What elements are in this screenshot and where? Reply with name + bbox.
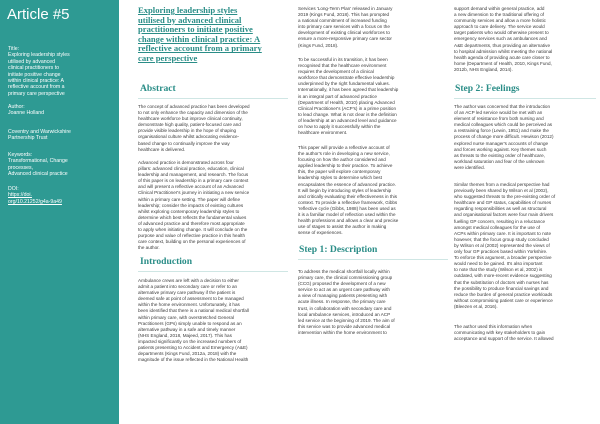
text-line: (NHS England, 2018, Majeed, 2017). This has (138, 332, 232, 338)
text-line: (Department of Health, 2010) placing Advanced (298, 99, 395, 105)
text-line: to lead change. What is not clear is the definition (298, 111, 397, 117)
text-line: however, that the focus group study concluded (454, 236, 549, 242)
text-line: (Kings Fund, 2018). (298, 42, 339, 48)
text-line: a view of managing patients presenting with (298, 293, 388, 299)
text-line: deemed safe at point of assessment to be managed (138, 296, 244, 302)
text-line: to note that the study (Wilson et al, 2002) is (454, 267, 543, 273)
text-line: recognised that the healthcare environment (298, 63, 387, 69)
step1-rule (298, 259, 448, 260)
text-line: provide visible leadership in the hope of shaping (138, 128, 237, 134)
text-line: home (Department of Health, 2010, Kings Fund, (454, 60, 552, 66)
text-line: leadership and management, and research. The focus (138, 172, 249, 178)
text-line: community services and allow a more holistic (454, 18, 546, 24)
column2-paragraph-2 (298, 57, 448, 136)
article-title (138, 6, 288, 64)
text-line: emergency services such as ambulances and (454, 36, 547, 42)
sidebar-author-line: Joanne Holland (8, 110, 45, 117)
sidebar-author-line: Author: (8, 104, 25, 110)
text-line: been identified that there is a national medical shortfall (138, 308, 249, 314)
sidebar-keyword-line: Advanced clinical practice (8, 171, 68, 178)
text-line: healthcare is delivered. (138, 146, 186, 152)
text-line: context. To provide a reflective framework, Gibbs (298, 199, 398, 205)
sidebar-affiliation-line: Coventry and Warwickshire (8, 129, 71, 135)
text-line: previously been shared by Wilson et al (2002), (454, 188, 549, 194)
text-line: This paper will provide a reflective account of (298, 145, 390, 150)
text-line: to hospital admission whilst meeting the national (454, 48, 553, 54)
sidebar-keyword-line: processes, (8, 164, 34, 171)
text-line: only four GP practices based within Yorkshire. (454, 249, 548, 255)
text-line: support demand within general practice, add (454, 6, 545, 11)
sidebar-title-line: Title: (8, 46, 20, 52)
abstract-paragraph-1 (138, 104, 288, 153)
text-line: the author's role in developing a new service, (298, 151, 390, 157)
text-line: of this paper is on leadership in a primary care context (138, 178, 249, 184)
text-line: use of stages to assist the author in making (298, 224, 387, 230)
text-line: as threats to the existing order of healthcare, (454, 152, 545, 158)
column3-paragraph-3 (454, 182, 596, 310)
text-line: Advanced practice is demonstrated across four (138, 160, 234, 165)
text-line: and critically evaluating their effectiveness in this (298, 193, 397, 199)
text-line: (Bleezen et al, 2016). (454, 303, 498, 309)
text-line: To be successful in its transition, it has been (298, 57, 388, 62)
text-line: acute illness. In response, the primary care (298, 299, 386, 305)
text-line: 2019 (Kings Fund, 2018). This has prompted (298, 12, 390, 18)
text-line: within primary care, with overstretched General (138, 314, 234, 320)
text-line: It will begin by introducing styles of leadership (298, 187, 392, 193)
text-line: target patients who would otherwise present to (454, 30, 549, 36)
text-line: into primary care services with a focus on the (298, 24, 390, 30)
text-line: (CCG) proposed the development of a new (298, 281, 386, 287)
abstract-paragraph-2 (138, 160, 288, 251)
text-line: Practitioners (GPs) simply unable to respond as an (138, 320, 242, 326)
text-line: regarding responsibilities as well as structural (454, 206, 547, 212)
text-line: To enforce this argument, a broader perspective (454, 255, 552, 261)
text-line: encapsulates the essence of advanced practice. (298, 181, 397, 187)
text-line: development of existing clinical workforces to (298, 30, 390, 36)
sidebar-title-line: initiate positive change (8, 71, 61, 78)
text-line: the possibility to produce financial savings and (454, 285, 549, 291)
text-line: ACPs within primary care. It is important to note (454, 230, 552, 236)
step1-heading: Step 1: Description (299, 244, 378, 255)
introduction-rule (138, 271, 288, 272)
text-line: local ambulance services, introduced an ACP (298, 311, 391, 317)
doi-label: DOI: (8, 186, 19, 192)
text-line: process of change more difficult. Hewison (2012) (454, 134, 554, 140)
text-line: on how to apply it successfully within the (298, 124, 381, 130)
text-line: alternative primary care pathway if the patient is (138, 290, 236, 296)
text-line: fuelling GP concern, resulting in a reluctance (454, 218, 546, 224)
text-line: by Wilson et al (2002) represented the views of (454, 242, 550, 248)
text-line: Clinical Practitioner's (ACP's) in a prime position (298, 105, 397, 111)
sidebar-keyword-line: Keywords: (8, 152, 33, 158)
text-line: this service was to provide advanced medical (298, 323, 391, 329)
text-line: admit a patient into secondary care or refer to an (138, 284, 238, 290)
text-line: care context, building on the personal experiences of (138, 239, 246, 245)
text-line: pillars: advanced clinical practice, education, clinical (138, 166, 244, 172)
text-line: To address the medical shortfall locally within (298, 269, 390, 274)
text-line: The author used this information when (454, 324, 533, 329)
column3-paragraph-2 (454, 104, 596, 171)
column2-paragraph-1 (298, 6, 448, 49)
text-line: amongst medical colleagues for the use of (454, 224, 541, 230)
text-line: demonstrate high quality, patient-focused care and (138, 122, 241, 128)
text-line: of leadership at an advanced level and guidance (298, 117, 397, 123)
text-line: it is a familiar model of reflection used within the (298, 212, 396, 218)
text-line: were identified. (454, 164, 485, 170)
title-line: reflective account from a primary (138, 43, 262, 54)
text-line: a restraining force (Lewin, 1951) and make the (454, 128, 549, 134)
title-line: Exploring leadership styles (138, 5, 238, 15)
text-line: Similar themes from a medical perspective had (454, 182, 550, 187)
text-line: Services 'Long-Term Plan' released in January (298, 6, 393, 11)
text-line: health agenda of providing acute care closer to (454, 54, 550, 60)
text-line: impacted significantly on the increased numbers of (138, 338, 242, 344)
title-line: care perspective (138, 52, 198, 63)
text-line: ensure a more-responsive primary care sector (298, 36, 392, 42)
doi-line: https://doi. (8, 192, 32, 199)
abstract-rule (138, 98, 288, 99)
text-line: healthcare workforce but improve clinical continuity, (138, 116, 243, 122)
text-line: healthcare and GP status, capabilities of nurses (454, 200, 552, 206)
column3-paragraph-4 (454, 324, 596, 342)
text-line: The concept of advanced practice has been developed (138, 104, 250, 109)
column2-paragraph-4 (298, 269, 448, 336)
text-line: purpose and value of reflective practice in this health (138, 233, 245, 239)
text-line: The author was concerned that the introduction (454, 104, 551, 109)
text-line: would need to be gained. It's also important (454, 261, 543, 267)
sidebar-keyword-line: Transformational, Change (8, 158, 68, 165)
text-line: leadership; consider the impacts of existing cultures (138, 202, 244, 208)
sidebar-author-block (8, 104, 112, 117)
text-line: that the substitution of doctors with nurses has (454, 279, 549, 285)
text-line: whilst exploring contemporary leadership styles to (138, 208, 240, 214)
text-line: workforce that demonstrate effective leadership (298, 75, 395, 81)
text-line: is an integral part of advanced practice (298, 93, 377, 99)
sidebar-title-line: clinical practitioners to (8, 65, 60, 72)
text-line: sense of experiences. (298, 230, 343, 236)
text-line: of an ACP led service would be met with an (454, 110, 543, 116)
text-line: and will present a reflective account of an Advanced (138, 184, 244, 190)
sidebar-doi-block (8, 186, 112, 205)
text-line: to apply when initiating change. It will conclude on the (138, 227, 248, 233)
text-line: within the home environment. Unfortunately, it has (138, 302, 240, 308)
text-line: underpinned by the right fundamental values. (298, 81, 390, 87)
text-line: a national commitment of increased funding (298, 18, 387, 24)
text-line: who suggested threats to the pre-existing order of (454, 194, 556, 200)
text-line: reduce the burden of general practice workloads (454, 291, 553, 297)
text-line: the author. (138, 245, 160, 251)
text-line: healthcare environment. (298, 130, 348, 136)
text-line: applied leadership to their practice. To achieve (298, 163, 393, 169)
text-line: service to act as an urgent care pathway with (298, 287, 390, 293)
text-line: Ambulance crews are left with a decision to either (138, 278, 239, 283)
text-line: Clinical Practitioner's journey in initiating a new service (138, 190, 250, 196)
doi-line: org/10.21252/g4a-9a49 (8, 198, 62, 205)
text-line: medical colleagues which could be perceived as (454, 122, 553, 128)
sidebar-affiliation-line: Partnership Trust (8, 135, 48, 142)
text-line: to not only enhance the capacity and dimension of the (138, 110, 248, 116)
column2-paragraph-3 (298, 145, 448, 236)
title-line: utilised by advanced clinical (138, 14, 242, 25)
text-line: 2012b, NHS England, 2014). (454, 66, 513, 72)
text-line: of advanced practice and therefore most appropriate (138, 220, 245, 226)
text-line: explored nurse manager's accounts of change (454, 140, 549, 146)
sidebar-keywords-block (8, 152, 112, 178)
text-line: alternative pathway in a safe and timely manner (138, 326, 236, 332)
text-line: and forces working against. Key themes such (454, 146, 547, 152)
text-line: magnitude of the issue reflected in the National Health (138, 357, 249, 363)
text-line: leadership styles to determine which best (298, 175, 383, 181)
text-line: outdated, with more-recent evidence suggesting (454, 273, 552, 279)
text-line: A&E departments, thus providing an alternative (454, 42, 551, 48)
text-line: primary care, the clinical commissioning group (298, 275, 393, 281)
text-line: departments (Kings Fund, 2012a, 2018) with the (138, 351, 237, 357)
step2-heading: Step 2: Feelings (455, 83, 520, 94)
text-line: focusing on how the author considered and (298, 157, 386, 163)
text-line: patients presenting to Accident and Emergency (A&E) (138, 345, 248, 351)
title-line: practitioners to initiate positive (138, 24, 253, 35)
text-line: without compromising patient care or experience (454, 297, 553, 303)
doi-link[interactable] (8, 192, 112, 205)
sidebar-title-block (8, 46, 112, 97)
column3-paragraph-1 (454, 6, 596, 73)
text-line: intervention within the home environment to (298, 329, 387, 335)
text-line: element of resistance from both nursing and (454, 116, 544, 122)
text-line: organisational culture whilst advocating evidence- (138, 134, 240, 140)
sidebar-title-line: Exploring leadership styles (8, 52, 70, 59)
text-line: and organisational factors were four main drivers (454, 212, 554, 218)
text-line: approach to care delivery. The service would (454, 24, 545, 30)
article-sidebar (0, 0, 119, 424)
text-line: requires the development of a clinical (298, 69, 374, 75)
text-line: based change to continually improve the way (138, 140, 230, 146)
text-line: communicating with key stakeholders to gain (454, 330, 546, 336)
text-line: within a primary care setting. The paper will define (138, 196, 241, 202)
text-line: acceptance and support of the service. It allowed (454, 336, 554, 342)
text-line: trust, in collaboration with secondary care and (298, 305, 392, 311)
text-line: workload saturation and fear of the unknown (454, 158, 545, 164)
text-line: Internationally, it has been agreed that leadership (298, 87, 399, 93)
introduction-paragraph-1 (138, 278, 288, 363)
text-line: this, the paper will explore contemporary (298, 169, 381, 175)
abstract-heading: Abstract (140, 83, 176, 94)
text-line: a new dimension to the traditional offering of (454, 12, 545, 18)
text-line: 'reflective cycle (Gibbs, 1988) has been used as (298, 205, 396, 211)
sidebar-affiliation-block (8, 129, 112, 142)
sidebar-title-line: primary care perspective (8, 90, 65, 97)
sidebar-title-line: within clinical practice: A (8, 78, 64, 85)
article-number: Article #5 (7, 6, 70, 23)
text-line: led service at the beginning of 2019. The aim of (298, 317, 395, 323)
title-line: change within clinical practice: A (138, 33, 261, 44)
sidebar-title-line: utilised by advanced (8, 58, 56, 65)
introduction-heading: Introduction (140, 256, 193, 267)
text-line: health professions and allows a clear and precise (298, 218, 399, 224)
step2-rule (454, 98, 596, 99)
sidebar-title-line: reflective account from a (8, 84, 65, 91)
text-line: determine which best reflects the fundamental values (138, 214, 247, 220)
